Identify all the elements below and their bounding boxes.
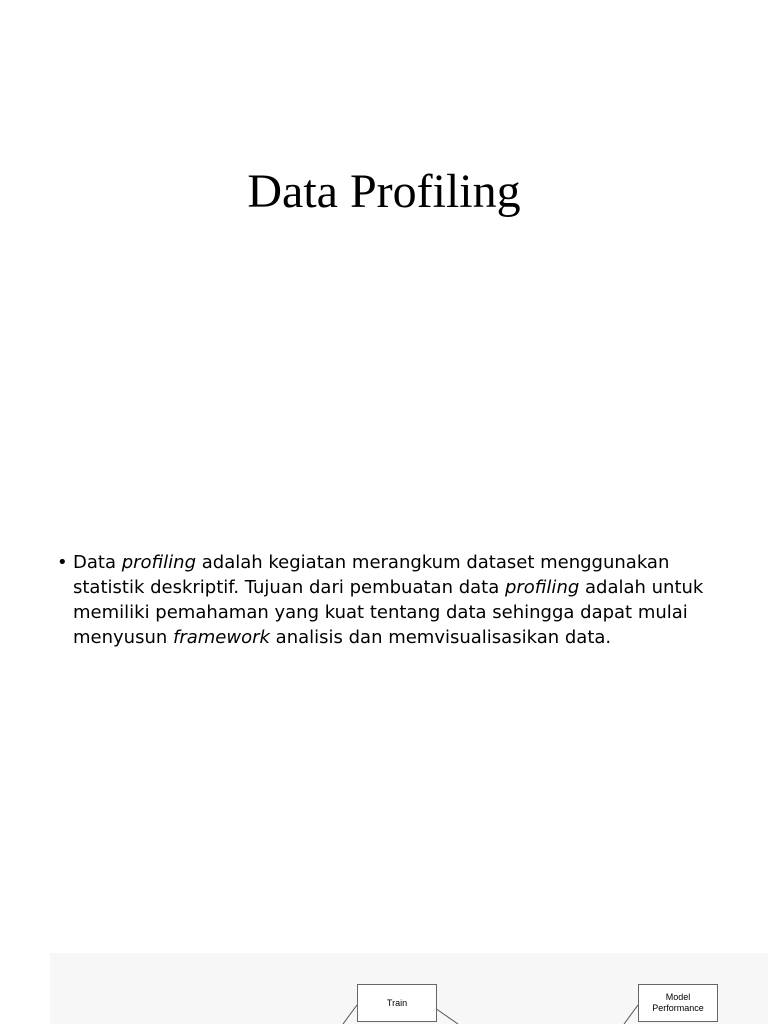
text-run: analisis dan memvisualisasikan data.	[269, 627, 612, 648]
train-box: Train	[357, 984, 437, 1022]
italic-term-framework: framework	[173, 627, 270, 648]
italic-term-profiling: profiling	[504, 577, 580, 598]
text-run: Data	[73, 552, 122, 573]
connector-left	[343, 1005, 357, 1024]
connector-train-right	[435, 1008, 458, 1024]
text-run: adalah untuk memiliki pemahaman yang kuat tentang data sehingga dapat mulai menyusun	[73, 577, 704, 648]
text-run: adalah kegiatan merangkum dataset menggunakan statistik deskriptif. Tujuan dari pembuatan data	[73, 552, 670, 598]
connector-model-left	[624, 1005, 638, 1024]
slide-title: Data Profiling	[247, 165, 521, 218]
model-performance-box: Model Performance	[638, 984, 718, 1022]
italic-term-profiling: profiling	[121, 552, 197, 573]
bullet-marker: •	[57, 552, 68, 573]
